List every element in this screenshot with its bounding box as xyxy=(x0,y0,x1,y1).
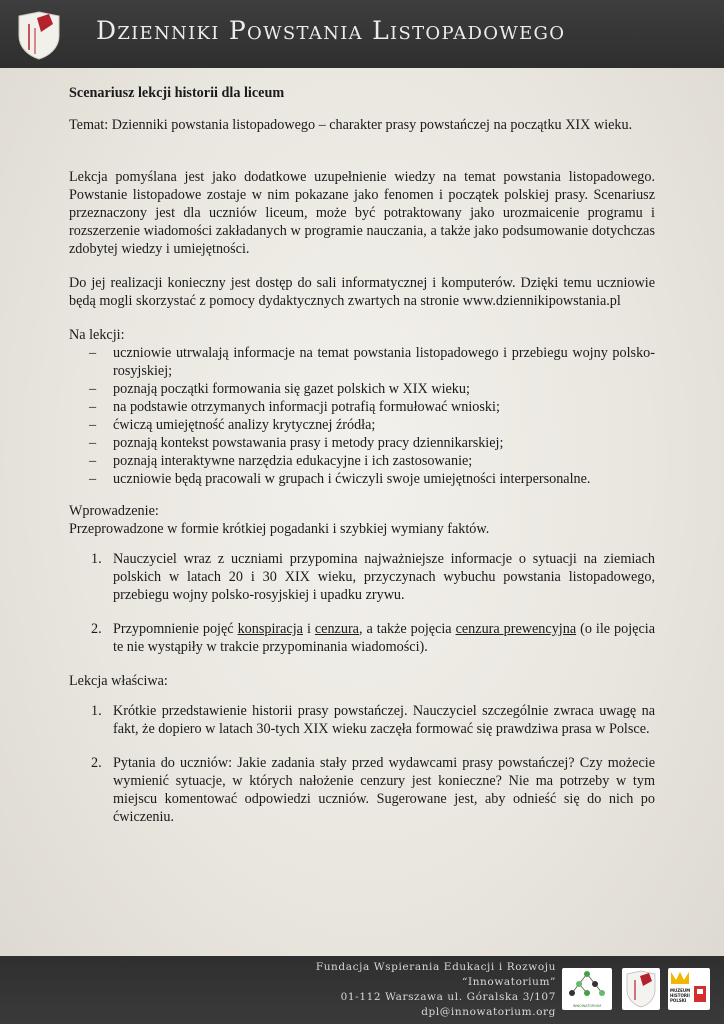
list-item: – na podstawie otrzymanych informacji potrafią formułować wnioski; xyxy=(89,399,500,415)
term-cenzura[interactable]: cenzura xyxy=(314,621,359,637)
requirements-paragraph: Do jej realizacji konieczny jest dostęp do sali informatycznej i komputerów. Dzięki temu uczniowie będą mogli skorzystać z pomocy dydaktycznych zwartych na stronie www.dziennikipowstania.pl xyxy=(69,275,655,309)
introduction-section-desc: Przeprowadzone w formie krótkiej pogadanki i szybkiej wymiany faktów. xyxy=(69,521,490,537)
site-title: Dzienniki Powstania Listopadowego xyxy=(96,16,566,45)
on-lesson-label: Na lekcji: xyxy=(69,327,125,343)
dpl-shield-logo[interactable] xyxy=(622,968,660,1010)
list-item: – poznają początki formowania się gazet polskich w XIX wieku; xyxy=(89,381,470,397)
footer-org-short: “Innowatorium” xyxy=(461,976,556,988)
list-item: 2. Przypomnienie pojęć konspiracja i cenzura, a także pojęcia cenzura prewencyjna (o ile pojęcia te nie wystąpiły w trakcie przypominania wiadomości). xyxy=(91,621,655,655)
list-item: 1. Nauczyciel wraz z uczniami przypomina najważniejsze informacje o sytuacji na ziemiach polskich w latach 20 i 30 XIX wieku, przyczynach wybuchu powstania listopadowego, przebiegu wojny polsko-rosyjskiej i upadku zrywu. xyxy=(91,551,655,603)
introduction-section-label: Wprowadzenie: xyxy=(69,503,159,519)
footer-bar xyxy=(0,956,724,1024)
document-body xyxy=(69,84,655,842)
list-item: 1. Krótkie przedstawienie historii prasy powstańczej. Nauczyciel szczególnie zwraca uwagę na fakt, że dopiero w latach 30-tych XIX wieku zaczęła formować się prawdziwa prasa w Polsce. xyxy=(91,703,655,737)
lesson-goals-list xyxy=(69,344,655,488)
main-section-label: Lekcja właściwa: xyxy=(69,673,168,689)
main-lesson-steps xyxy=(69,702,655,826)
list-item: – uczniowie utrwalają informacje na temat powstania listopadowego i przebiegu wojny polsko-rosyjskiej; xyxy=(89,345,655,379)
document-heading: Scenariusz lekcji historii dla liceum xyxy=(69,85,285,101)
list-item: – poznają interaktywne narzędzia edukacyjne i ich zastosowanie; xyxy=(89,453,473,469)
list-item: – poznają kontekst powstawania prasy i metody pracy dziennikarskiej; xyxy=(89,435,504,451)
footer-org-name: Fundacja Wspierania Edukacji i Rozwoju xyxy=(315,961,556,973)
footer-address xyxy=(316,960,556,1020)
list-item: – ćwiczą umiejętność analizy krytycznej źródła; xyxy=(89,417,376,433)
museum-logo[interactable]: MUZEUM HISTORII POLSKI xyxy=(668,968,710,1010)
header-bar xyxy=(0,0,724,68)
shield-logo-icon[interactable] xyxy=(15,10,63,60)
footer-street: 01-112 Warszawa ul. Góralska 3/107 xyxy=(340,991,556,1003)
term-cenzura-prewencyjna[interactable]: cenzura prewencyjna xyxy=(455,621,577,637)
intro-paragraph: Lekcja pomyślana jest jako dodatkowe uzupełnienie wiedzy na temat powstania listopadowego. Powstanie listopadowe zostaje w nim pokazane jako fenomen i początek polskiej prasy. Scenariusz przeznaczony jest dla uczniów liceum, może być potraktowany jako urozmaicenie programu i rozszerzenie wiadomości zakładanych w programie nauczania, a także jako podsumowanie dotychczas zdobytej wiedzy i umiejętności. xyxy=(69,169,655,257)
list-item: – uczniowie będą pracowali w grupach i ćwiczyli swoje umiejętności interpersonalne. xyxy=(89,471,591,487)
innowatorium-logo[interactable]: INNOWATORIUM xyxy=(562,968,612,1010)
term-konspiracja[interactable]: konspiracja xyxy=(237,621,303,637)
lesson-topic: Temat: Dzienniki powstania listopadowego – charakter prasy powstańczej na początku XIX wieku. xyxy=(69,117,633,133)
introduction-steps xyxy=(69,550,655,656)
footer-email[interactable]: dpl@innowatorium.org xyxy=(421,1006,556,1018)
list-item: 2. Pytania do uczniów: Jakie zadania stały przed wydawcami prasy powstańczej? Czy możecie wymienić sytuacje, w których nałożenie cenzury jest konieczne? Nie ma potrzeby w tym miejscu komentować odpowiedzi uczniów. Sugerowane jest, aby odnieść się do nich po ćwiczeniu. xyxy=(91,755,655,825)
